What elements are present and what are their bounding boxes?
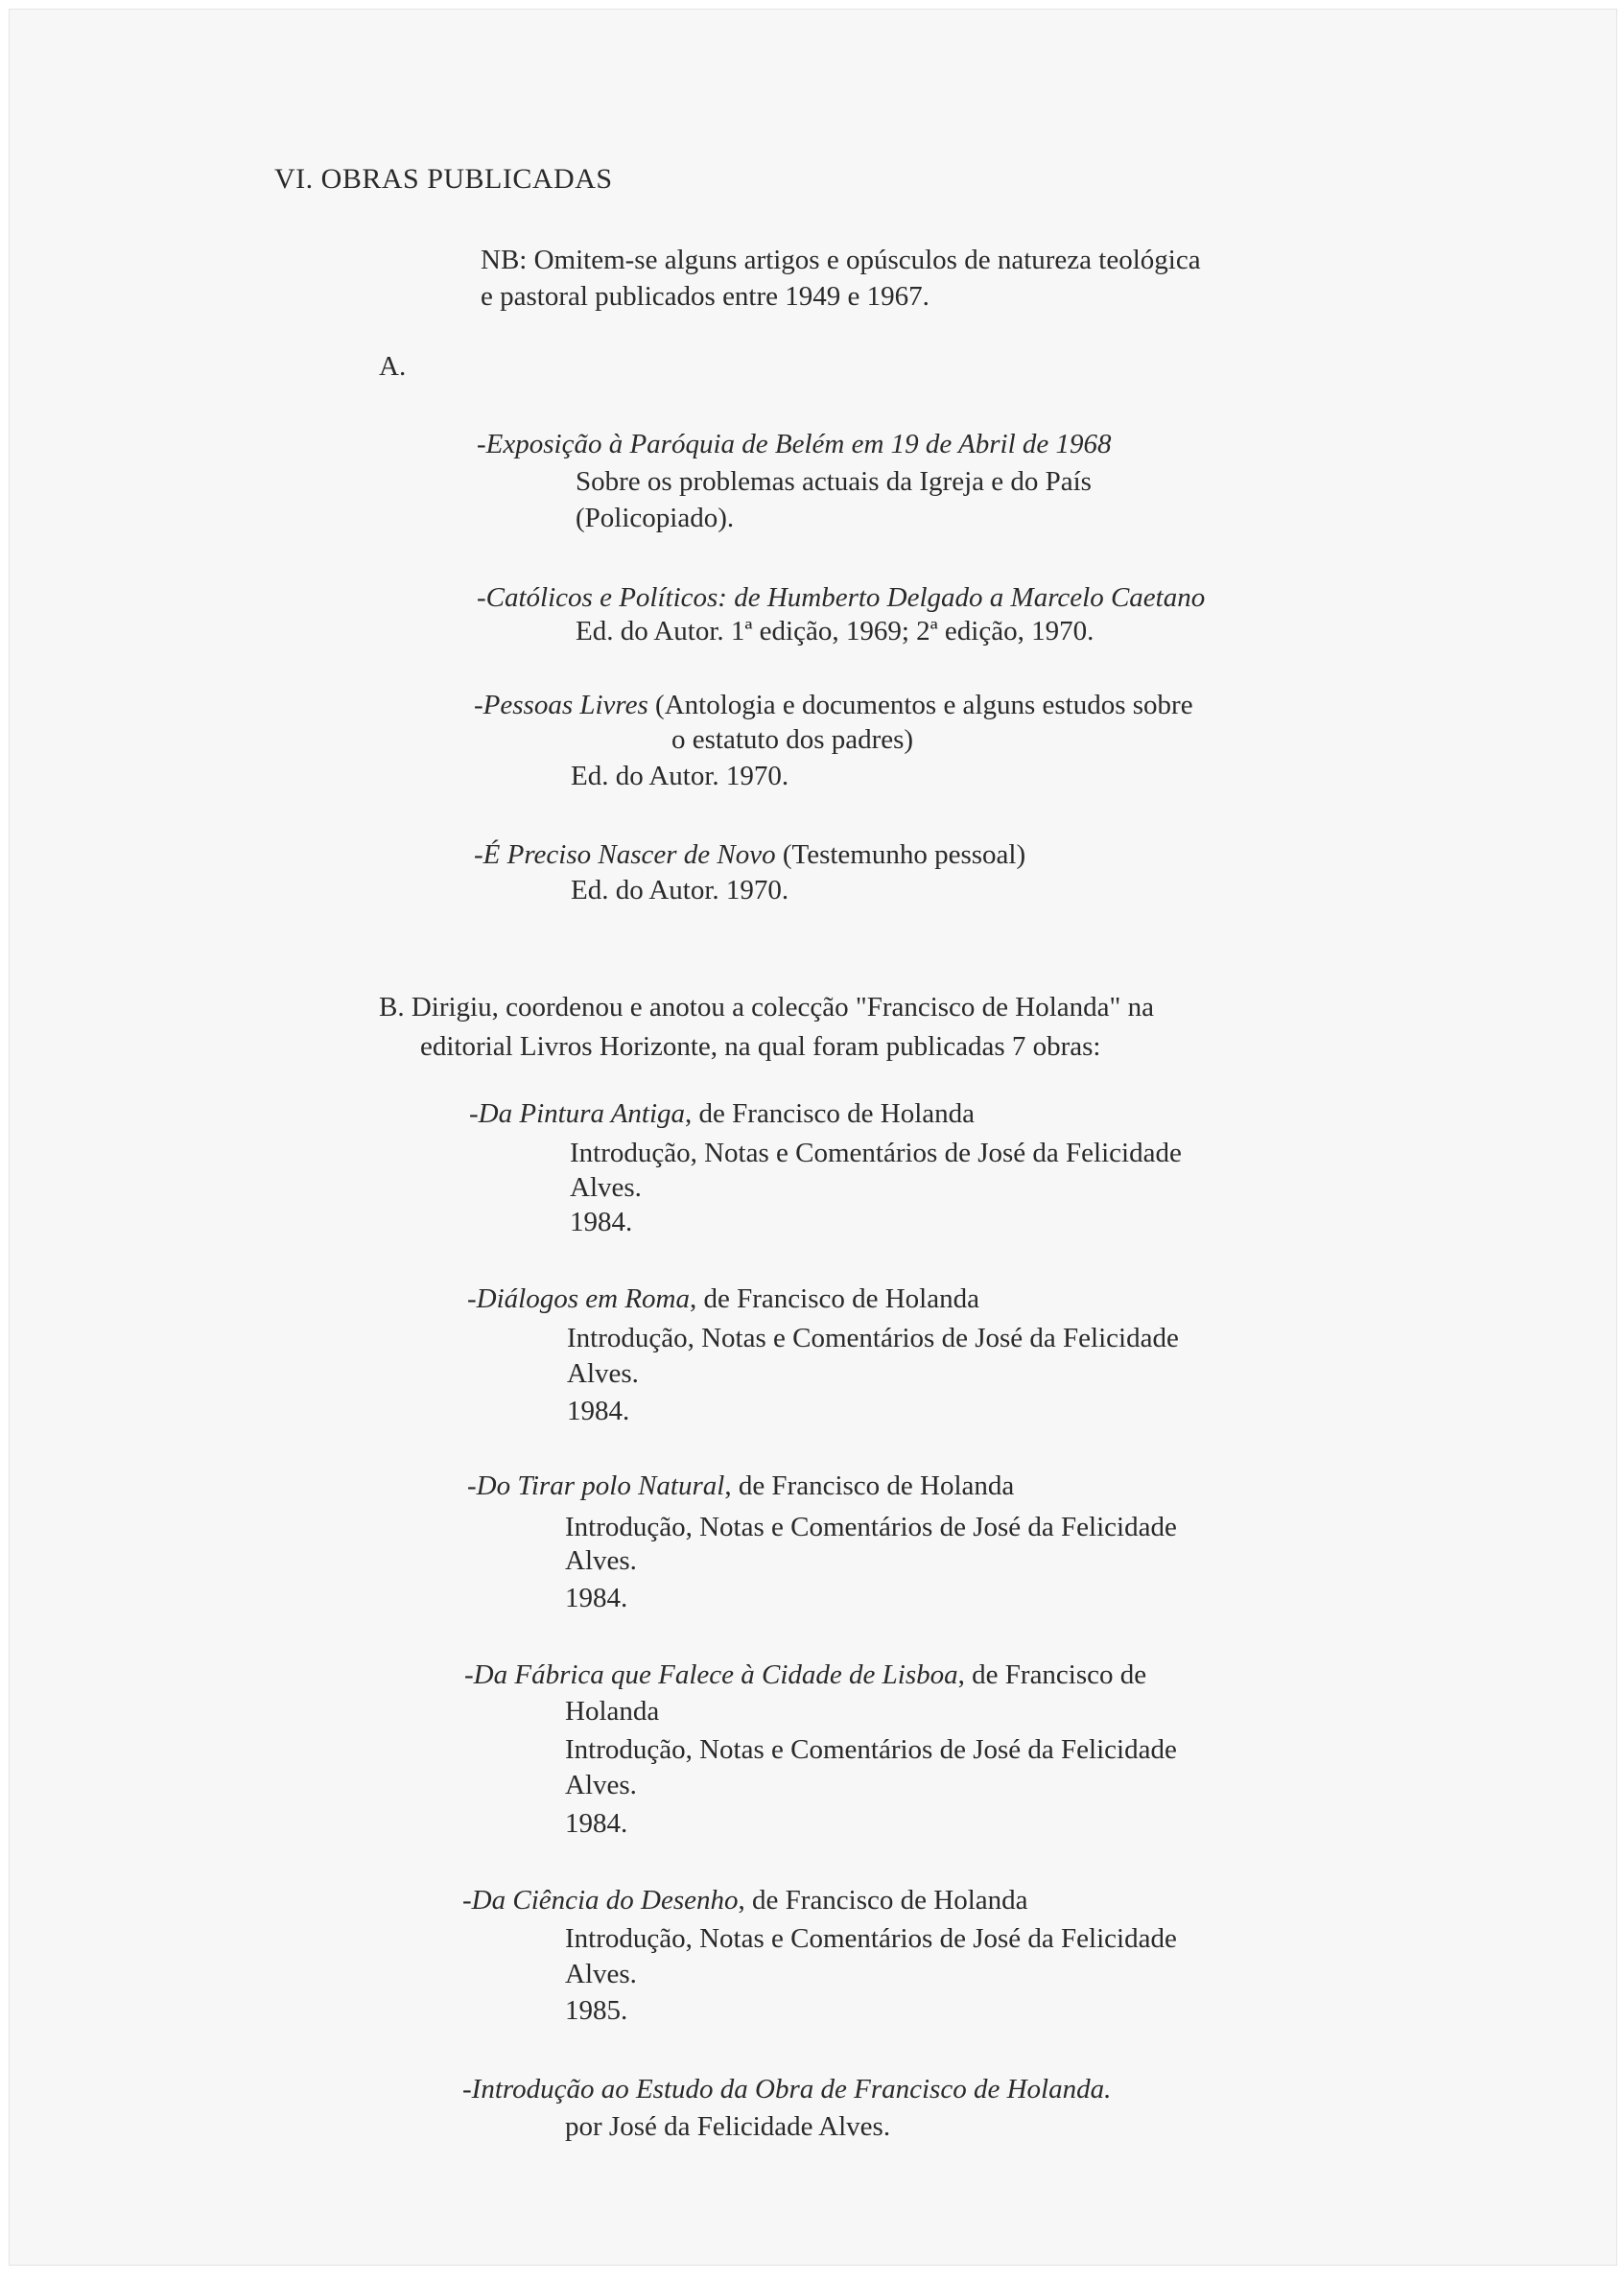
work-author: Alves. (565, 1770, 637, 1800)
work-detail: Sobre os problemas actuais da Igreja e do País (576, 466, 1092, 497)
work-author: Alves. (567, 1358, 639, 1389)
work-title-line (477, 579, 1205, 616)
work-title-rest: (Testemunho pessoal) (775, 839, 1026, 870)
work-title: -Da Fábrica que Falece à Cidade de Lisboa (464, 1659, 958, 1690)
work-title-rest: , de Francisco de Holanda (689, 1283, 979, 1314)
work-title-rest: , de Francisco de Holanda (724, 1470, 1015, 1501)
work-intro: Introdução, Notas e Comentários de José da Felicidade (567, 1323, 1179, 1353)
work-title-line (469, 1095, 975, 1132)
work-year: 1984. (570, 1207, 633, 1237)
work-title-rest: , de Francisco de (957, 1659, 1147, 1690)
part-b-intro-line-2: editorial Livros Horizonte, na qual foram publicadas 7 obras: (420, 1031, 1101, 1062)
work-title-line (467, 1468, 1014, 1504)
work-title-rest: (Antologia e documentos e alguns estudos sobre (647, 690, 1193, 720)
part-b-intro-line-1: B. Dirigiu, coordenou e anotou a colecção "Francisco de Holanda" na (379, 992, 1155, 1023)
work-year: 1984. (565, 1808, 628, 1839)
work-byline: por José da Felicidade Alves. (565, 2111, 891, 2142)
document-page (9, 9, 1617, 2266)
work-title-rest: , de Francisco de Holanda (685, 1098, 976, 1129)
work-title-rest: , de Francisco de Holanda (738, 1885, 1028, 1916)
work-intro: Introdução, Notas e Comentários de José da Felicidade (565, 1512, 1177, 1542)
work-intro: Introdução, Notas e Comentários de José da Felicidade (565, 1923, 1177, 1954)
note-line-2: e pastoral publicados entre 1949 e 1967. (481, 281, 930, 312)
work-detail: o estatuto dos padres) (671, 724, 914, 755)
work-title: -Pessoas Livres (474, 690, 648, 720)
work-title-line (464, 1657, 1146, 1693)
work-title: -Da Pintura Antiga (469, 1098, 686, 1129)
work-title-continued: Holanda (565, 1696, 660, 1727)
work-title: -É Preciso Nascer de Novo (474, 839, 776, 870)
work-title: -Do Tirar polo Natural (467, 1470, 725, 1501)
work-detail: Ed. do Autor. 1970. (571, 875, 789, 905)
work-title-line (477, 426, 1112, 462)
work-title-line (462, 1882, 1028, 1918)
work-year: 1984. (567, 1396, 630, 1426)
work-year: 1985. (565, 1995, 628, 2026)
section-title: VI. OBRAS PUBLICADAS (274, 163, 613, 195)
work-author: Alves. (565, 1959, 637, 1989)
work-detail: Ed. do Autor. 1ª edição, 1969; 2ª edição, 1970. (576, 616, 1094, 647)
work-intro: Introdução, Notas e Comentários de José da Felicidade (565, 1734, 1177, 1765)
work-title-line (474, 836, 1025, 873)
part-a-label: A. (379, 351, 407, 382)
work-title-line (467, 1281, 979, 1317)
work-title: -Católicos e Políticos: de Humberto Delgado a Marcelo Caetano (477, 582, 1206, 613)
work-title: -Exposição à Paróquia de Belém em 19 de Abril de 1968 (477, 429, 1112, 459)
work-detail: (Policopiado). (576, 503, 735, 533)
work-title: -Da Ciência do Desenho (462, 1885, 739, 1916)
work-title: -Diálogos em Roma (467, 1283, 690, 1314)
work-intro: Introdução, Notas e Comentários de José da Felicidade (570, 1138, 1182, 1168)
work-author: Alves. (565, 1545, 637, 1576)
work-title-line (474, 687, 1193, 723)
work-author: Alves. (570, 1172, 642, 1203)
work-title-line (462, 2071, 1111, 2107)
work-title: -Introdução ao Estudo da Obra de Francisco de Holanda. (462, 2074, 1112, 2105)
note-line-1: NB: Omitem-se alguns artigos e opúsculos de natureza teológica (481, 245, 1201, 275)
work-year: 1984. (565, 1583, 628, 1613)
work-detail: Ed. do Autor. 1970. (571, 761, 789, 791)
